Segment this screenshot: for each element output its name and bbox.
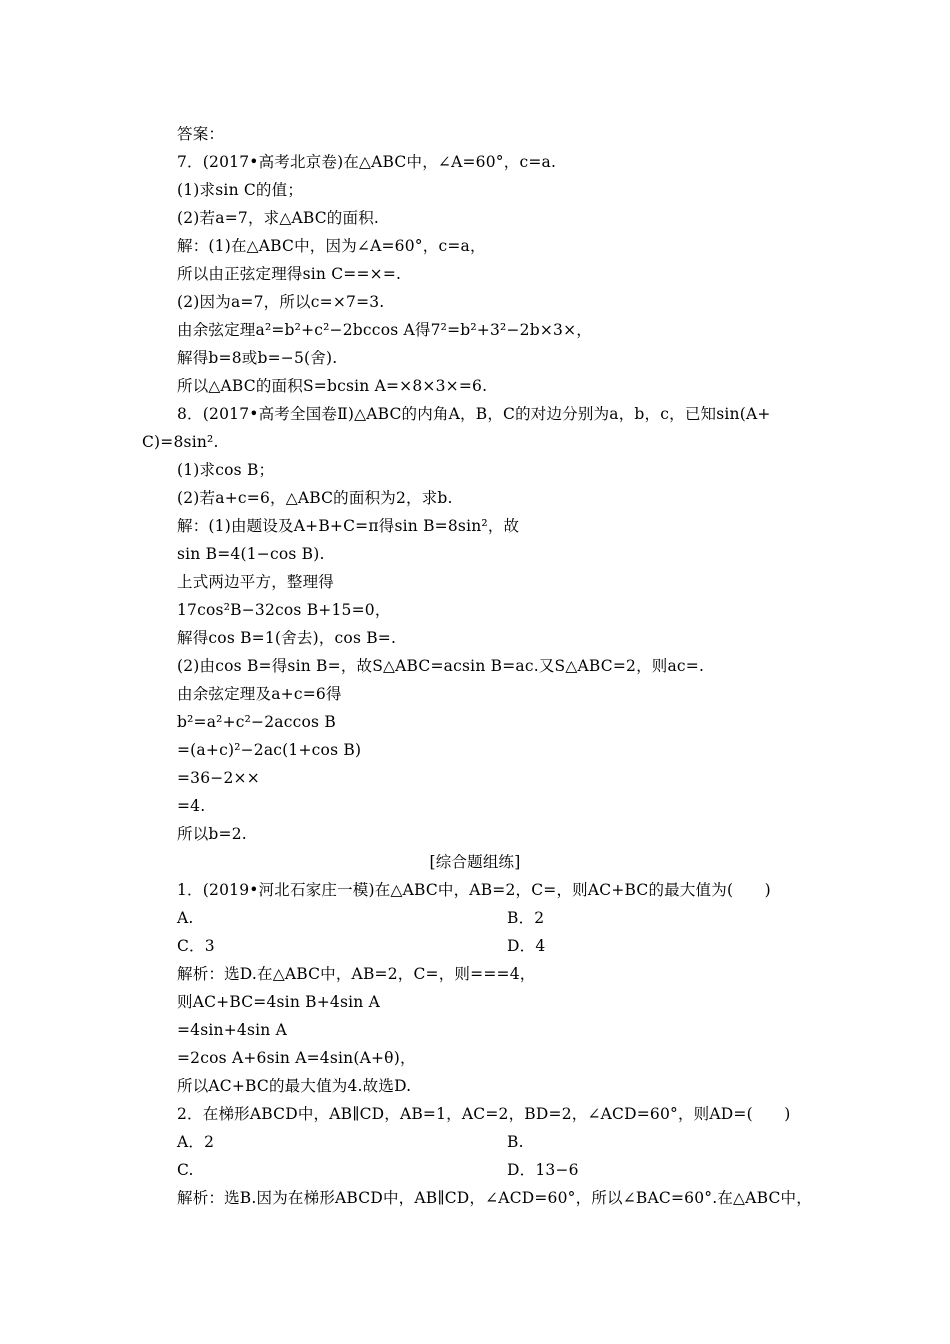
- solution-line: 所以由正弦定理得sin C==×=.: [177, 265, 402, 283]
- problem-8-stem-cont: C)=8sin².: [142, 433, 219, 451]
- section-heading: [综合题组练]: [429, 853, 521, 871]
- analysis-line: 则AC+BC=4sin B+4sin A: [177, 993, 381, 1011]
- solution-line: 由余弦定理a²=b²+c²−2bccos A得7²=b²+3²−2b×3×，: [177, 321, 592, 339]
- solution-line: b²=a²+c²−2accos B: [177, 713, 336, 731]
- solution-line: 上式两边平方，整理得: [177, 573, 335, 591]
- solution-line: =36−2××: [177, 769, 260, 787]
- problem-7-part-1: (1)求sin C的值；: [177, 181, 304, 199]
- solution-line: 所以b=2.: [177, 825, 247, 843]
- problem-8-stem: 8．(2017•高考全国卷Ⅱ)△ABC的内角A，B，C的对边分别为a，b，c，已知sin(A+: [177, 405, 771, 423]
- question-2-option-a: A．2: [177, 1133, 215, 1151]
- answer-label: 答案：: [177, 125, 225, 143]
- question-1-option-c: C．3: [177, 937, 215, 955]
- solution-line: 解得b=8或b=−5(舍).: [177, 349, 338, 367]
- solution-line: =4.: [177, 797, 206, 815]
- analysis-line: 所以AC+BC的最大值为4.故选D.: [177, 1077, 412, 1095]
- problem-7-stem: 7．(2017•高考北京卷)在△ABC中，∠A=60°，c=a.: [177, 153, 557, 171]
- question-1-stem: 1．(2019•河北石家庄一模)在△ABC中，AB=2，C=，则AC+BC的最大值为( ): [177, 881, 771, 899]
- question-1-option-d: D．4: [507, 937, 546, 955]
- solution-line: sin B=4(1−cos B).: [177, 545, 325, 563]
- question-2-option-c: C.: [177, 1161, 194, 1179]
- solution-line: 解：(1)在△ABC中，因为∠A=60°，c=a，: [177, 237, 486, 255]
- problem-8-part-1: (1)求cos B；: [177, 461, 275, 479]
- question-2-stem: 2．在梯形ABCD中，AB∥CD，AB=1，AC=2，BD=2，∠ACD=60°，则AD=( ): [177, 1105, 791, 1123]
- solution-line: (2)由cos B=得sin B=，故S△ABC=acsin B=ac.又S△ABC=2，则ac=.: [177, 657, 705, 675]
- problem-8-part-2: (2)若a+c=6，△ABC的面积为2，求b.: [177, 489, 453, 507]
- solution-line: 由余弦定理及a+c=6得: [177, 685, 342, 703]
- solution-line: 所以△ABC的面积S=bcsin A=×8×3×=6.: [177, 377, 488, 395]
- solution-line: 解：(1)由题设及A+B+C=π得sin B=8sin²，故: [177, 517, 520, 535]
- question-2-option-d: D．13−6: [507, 1161, 579, 1179]
- solution-line: 17cos²B−32cos B+15=0，: [177, 601, 391, 619]
- analysis-line: =4sin+4sin A: [177, 1021, 288, 1039]
- analysis-line: 解析：选D.在△ABC中，AB=2，C=，则===4，: [177, 965, 536, 983]
- problem-7-part-2: (2)若a=7，求△ABC的面积.: [177, 209, 380, 227]
- solution-line: =(a+c)²−2ac(1+cos B): [177, 741, 362, 759]
- question-1-option-a: A.: [177, 909, 194, 927]
- question-2-option-b: B.: [507, 1133, 524, 1151]
- analysis-line: 解析：选B.因为在梯形ABCD中，AB∥CD，∠ACD=60°，所以∠BAC=60°.在△ABC中，: [177, 1189, 812, 1207]
- solution-line: (2)因为a=7，所以c=×7=3.: [177, 293, 385, 311]
- analysis-line: =2cos A+6sin A=4sin(A+θ)，: [177, 1049, 416, 1067]
- solution-line: 解得cos B=1(舍去)，cos B=.: [177, 629, 397, 647]
- question-1-option-b: B．2: [507, 909, 545, 927]
